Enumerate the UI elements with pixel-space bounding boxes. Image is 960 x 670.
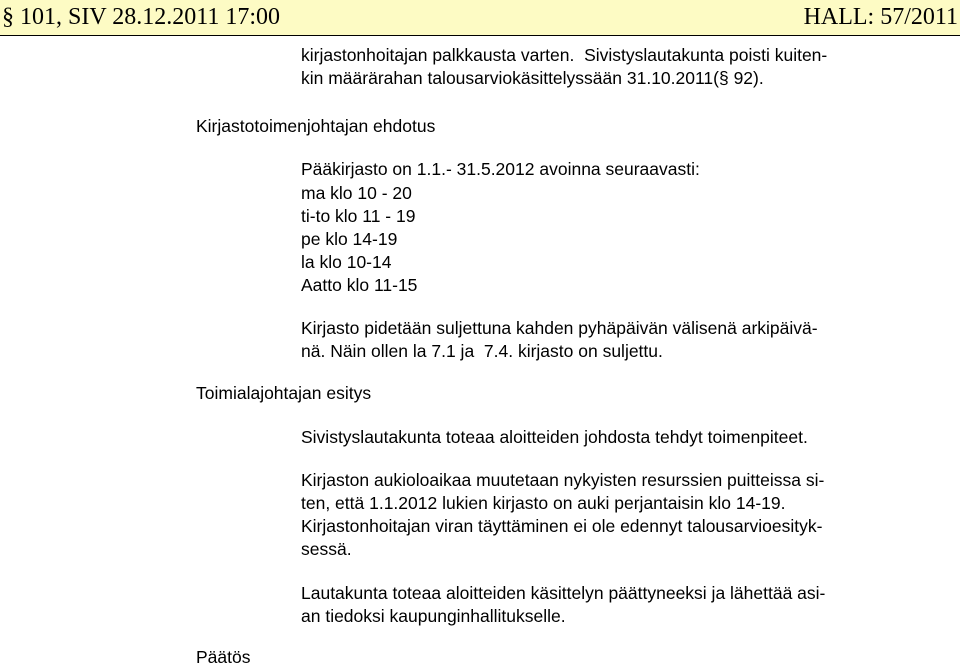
- header-meeting-info: [2, 0, 280, 35]
- final-line-2: an tiedoksi kaupunginhallitukselle.: [301, 606, 566, 626]
- header-case-number: HALL: 57/2011: [803, 4, 958, 30]
- section-symbol: §: [2, 4, 14, 30]
- document-header: [0, 0, 960, 36]
- proposal-detail-line-1: Kirjaston aukioloaikaa muutetaan nykyisten resurssien puitteissa si-: [301, 470, 825, 490]
- final-line-1: Lautakunta toteaa aloitteiden käsittelyn päättyneeksi ja lähettää asi-: [301, 583, 826, 603]
- proposal-detail-line-3: Kirjastonhoitajan viran täyttäminen ei ole edennyt talousarvioesityk-: [301, 516, 823, 536]
- proposal-detail-line-2: ten, että 1.1.2012 lukien kirjasto on auki perjantaisin klo 14-19.: [301, 493, 786, 513]
- header-meeting-date: 101, SIV 28.12.2011 17:00: [14, 4, 281, 30]
- hours-line-6: Aatto klo 11-15: [301, 275, 418, 295]
- proposal-detail-line-4: sessä.: [301, 539, 352, 559]
- intro-line-2: kin määrärahan talousarviokäsittelyssään 31.10.2011(§ 92).: [301, 68, 764, 88]
- sector-head-proposal-heading: Toimialajohtajan esitys: [196, 383, 372, 403]
- proposal-line: Sivistyslautakunta toteaa aloitteiden johdosta tehdyt toimenpiteet.: [301, 427, 808, 447]
- hours-line-3: ti-to klo 11 - 19: [301, 206, 416, 226]
- closed-line-2: nä. Näin ollen la 7.1 ja 7.4. kirjasto on suljettu.: [301, 341, 663, 361]
- hours-line-2: ma klo 10 - 20: [301, 183, 412, 203]
- intro-line-1: kirjastonhoitajan palkkausta varten. Sivistyslautakunta poisti kuiten-: [301, 45, 828, 65]
- decision-heading: Päätös: [196, 647, 251, 667]
- hours-line-1: Pääkirjasto on 1.1.- 31.5.2012 avoinna seuraavasti:: [301, 159, 700, 179]
- director-proposal-heading: Kirjastotoimenjohtajan ehdotus: [196, 116, 436, 136]
- closed-line-1: Kirjasto pidetään suljettuna kahden pyhäpäivän välisenä arkipäivä-: [301, 318, 818, 338]
- hours-line-4: pe klo 14-19: [301, 229, 398, 249]
- hours-line-5: la klo 10-14: [301, 252, 392, 272]
